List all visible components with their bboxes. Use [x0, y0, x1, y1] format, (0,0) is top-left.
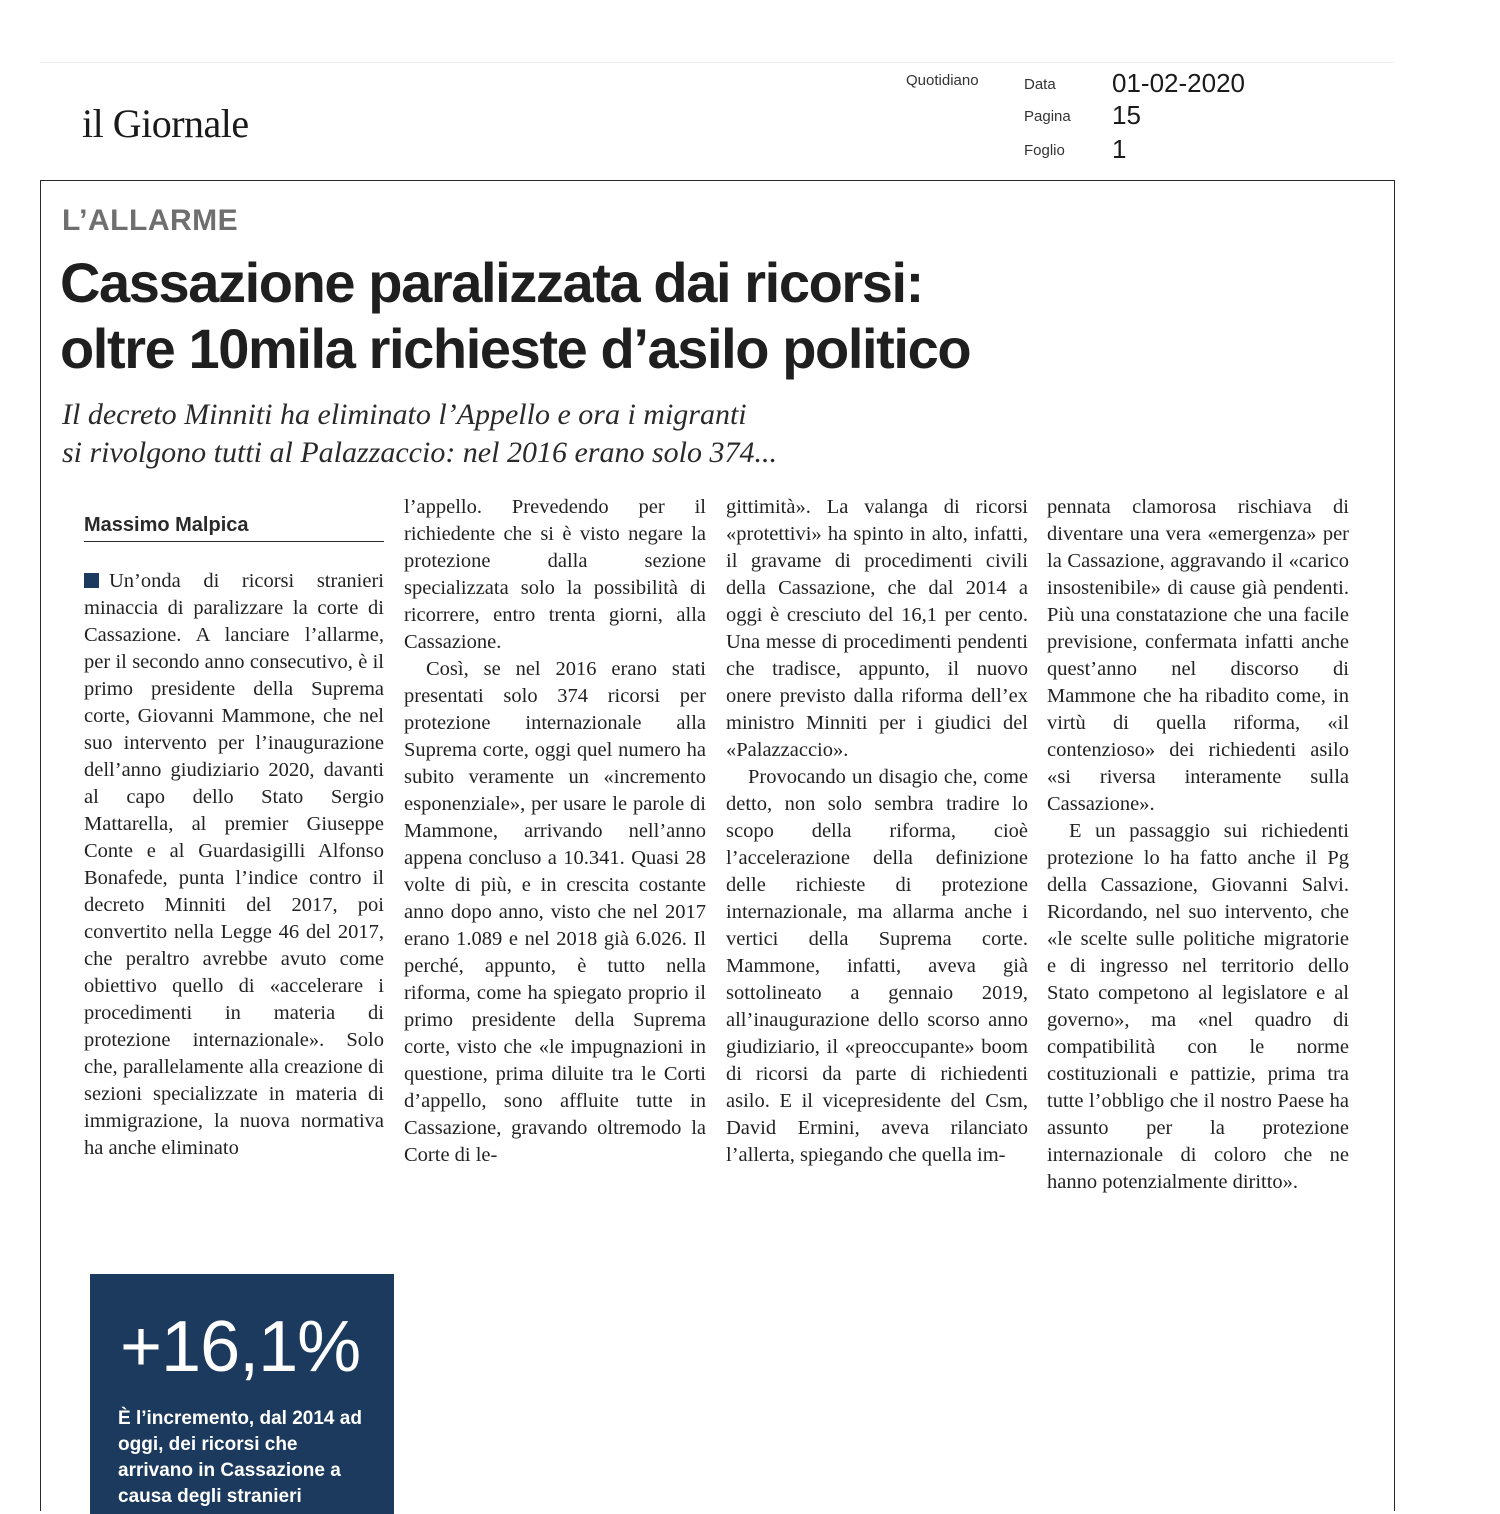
author-byline: Massimo Malpica: [84, 514, 384, 542]
paragraph: gittimità». La valanga di ricorsi «protettivi» ha spinto in alto, infatti, il gravame di procedimenti civili della Cassazione, che dal 2014 a oggi è cresciuto del 16,1 per cento. Una messe di procedimenti pendenti che tradisce, appunto, il nuovo onere previsto dalla riforma dell’ex ministro Minniti per i giudici del «Palazzaccio».: [726, 496, 1028, 761]
paragraph: pennata clamorosa rischiava di diventare una vera «emergenza» per la Cassazione, aggravando il «carico insostenibile» di cause già pendenti. Più una constatazione che una facile previsione, confermata infatti anche quest’anno nel discorso di Mammone che ha ribadito come, in virtù di quella riforma, «il contenzioso» dei richiedenti asilo «si riversa interamente sulla Cassazione».: [1047, 496, 1349, 815]
page-value: 15: [1112, 100, 1141, 130]
paragraph: l’appello. Prevedendo per il richiedente che si è visto negare la protezione dalla sezione specializzata solo la possibilità di ricorrere, entro trenta giorni, alla Cassazione.: [404, 496, 706, 653]
subheadline-line: si rivolgono tutti al Palazzaccio: nel 2016 erano solo 374...: [62, 436, 777, 469]
stat-infobox: [90, 1274, 394, 1514]
article-column-2: [404, 494, 706, 1169]
page-label: Pagina: [1024, 108, 1071, 125]
article-column-4: [1047, 494, 1349, 1196]
headline-line: oltre 10mila richieste d’asilo politico: [60, 317, 971, 380]
headline-line: Cassazione paralizzata dai ricorsi:: [60, 251, 923, 314]
newspaper-logo: il Giornale: [82, 101, 249, 146]
paragraph-text: Un’onda di ricorsi stranieri minaccia di paralizzare la corte di Cassazione. A lanciare l’allarme, per il secondo anno consecutivo, è il primo presidente della Suprema corte, Giovanni Mammone, che nel suo intervento per l’inaugurazione dell’anno giudiziario 2020, davanti al capo dello Stato Sergio Mattarella, al premier Giuseppe Conte e al Guardasigilli Alfonso Bonafede, punta l’indice contro il decreto Minniti del 2017, poi convertito nella Legge 46 del 2017, che peraltro avrebbe avuto come obiettivo quello di «accelerare i procedimenti in materia di protezione internazionale». Solo che, parallelamente alla creazione di sezioni specializzate in materia di immigrazione, la nuova normativa ha anche eliminato: [84, 570, 384, 1159]
article-kicker: L’ALLARME: [62, 204, 239, 237]
paragraph-marker-icon: [84, 573, 99, 588]
paragraph: E un passaggio sui richiedenti protezione lo ha fatto anche il Pg della Cassazione, Giovanni Salvi. Ricordando, nel suo intervento, che «le scelte sulle politiche migratorie e di ingresso nel territorio dello Stato competono al legislatore e al governo», ma «nel quadro di compatibilità con le norme costituzionali e pattizie, prima tra tutte l’obbligo che il nostro Paese ha assunto per la protezione internazionale di coloro che ne hanno potenzialmente diritto».: [1047, 820, 1349, 1193]
sheet-label: Foglio: [1024, 142, 1065, 159]
article-column-1: [84, 568, 384, 1162]
paragraph: Provocando un disagio che, come detto, non solo sembra tradire lo scopo della riforma, cioè l’accelerazione della definizione delle richieste di protezione internazionale, ma allarma anche i vertici della Suprema corte. Mammone, infatti, aveva già sottolineato a gennaio 2019, all’inaugurazione dello scorso anno giudiziario, il «preoccupante» boom di ricorsi da parte di richiedenti asilo. E il vicepresidente del Csm, David Ermini, aveva rilanciato l’allerta, spiegando che quella im-: [726, 766, 1028, 1166]
stat-value: +16,1%: [120, 1307, 361, 1387]
date-value: 01-02-2020: [1112, 68, 1245, 98]
article-column-3: [726, 494, 1028, 1169]
subheadline-line: Il decreto Minniti ha eliminato l’Appello e ora i migranti: [62, 398, 747, 431]
sheet-value: 1: [1112, 134, 1127, 164]
publication-type: Quotidiano: [906, 72, 979, 89]
paragraph: Così, se nel 2016 erano stati presentati solo 374 ricorsi per protezione internazionale alla Suprema corte, oggi quel numero ha subito veramente un «incremento esponenziale», per usare le parole di Mammone, arrivando nell’anno appena concluso a 10.341. Quasi 28 volte di più, e in crescita costante anno dopo anno, visto che nel 2017 erano 1.089 e nel 2018 già 6.026. Il perché, appunto, è tutto nella riforma, come ha spiegato proprio il primo presidente della Suprema corte, visto che «le impugnazioni in questione, prima diluite tra le Corti d’appello, sono affluite tutte in Cassazione, gravando oltremodo la Corte di le-: [404, 658, 706, 1166]
stat-caption: È l’incremento, dal 2014 ad oggi, dei ricorsi che arrivano in Cassazione a causa degli stranieri: [118, 1408, 362, 1507]
paragraph: [84, 568, 384, 1162]
article-subheadline: [62, 396, 1002, 472]
date-label: Data: [1024, 76, 1056, 93]
article-headline: [60, 250, 1060, 382]
